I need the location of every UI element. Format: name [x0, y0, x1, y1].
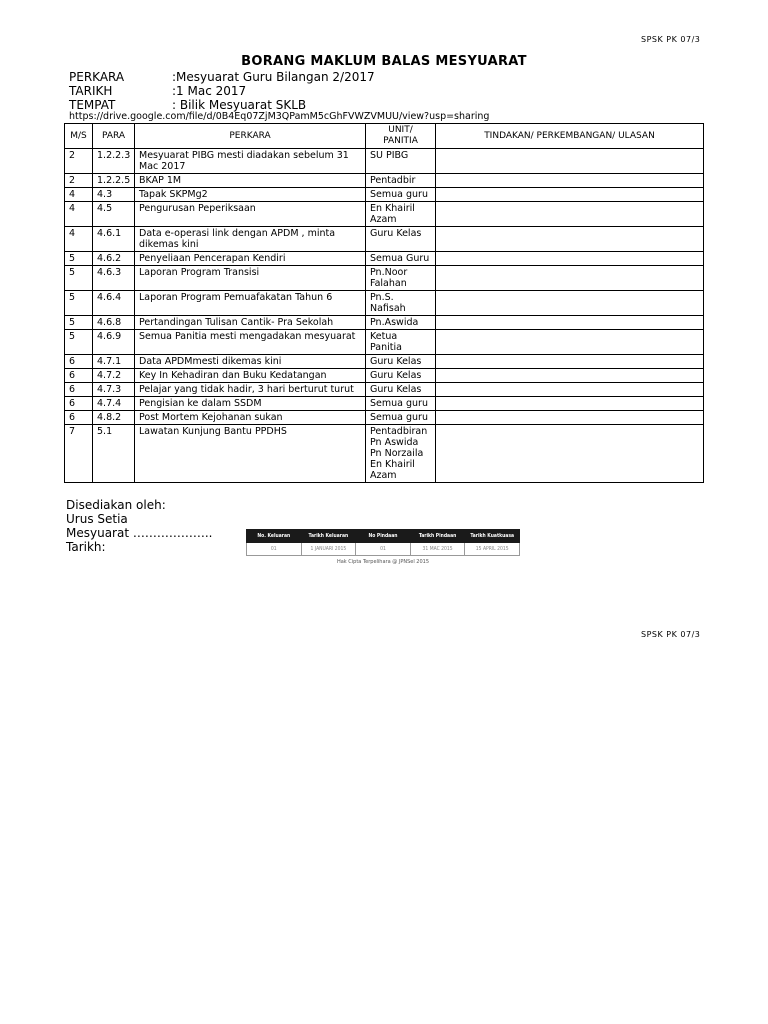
row-tindakan	[436, 369, 704, 383]
row-unit: Ketua Panitia	[366, 330, 436, 355]
header-tindakan: TINDAKAN/ PERKEMBANGAN/ ULASAN	[436, 124, 704, 149]
row-para: 4.3	[93, 188, 135, 202]
row-para: 4.7.1	[93, 355, 135, 369]
row-ms: 2	[65, 149, 93, 174]
table-row	[65, 330, 704, 355]
row-tindakan	[436, 291, 704, 316]
urus-setia: Urus Setia	[66, 512, 128, 526]
row-unit: SU PIBG	[366, 149, 436, 174]
row-perkara: Data APDMmesti dikemas kini	[135, 355, 366, 369]
doc-info-value: 31 MAC 2015	[410, 543, 465, 556]
row-tindakan	[436, 227, 704, 252]
doc-info-header: Tarikh Pindaan	[410, 530, 465, 543]
perkara-value: :Mesyuarat Guru Bilangan 2/2017	[172, 70, 375, 84]
row-unit: Guru Kelas	[366, 383, 436, 397]
row-para: 4.7.4	[93, 397, 135, 411]
minutes-table	[64, 123, 704, 483]
row-unit: En Khairil Azam	[366, 202, 436, 227]
row-unit: Guru Kelas	[366, 369, 436, 383]
row-tindakan	[436, 266, 704, 291]
table-row	[65, 425, 704, 483]
row-para: 1.2.2.3	[93, 149, 135, 174]
table-row	[65, 266, 704, 291]
row-para: 4.5	[93, 202, 135, 227]
row-perkara: Pelajar yang tidak hadir, 3 hari berturut turut	[135, 383, 366, 397]
table-row	[65, 174, 704, 188]
row-ms: 6	[65, 397, 93, 411]
header-unit: UNIT/ PANITIA	[366, 124, 436, 149]
form-code-top: SPSK PK 07/3	[641, 35, 701, 44]
row-perkara: Post Mortem Kejohanan sukan	[135, 411, 366, 425]
form-code-bottom: SPSK PK 07/3	[641, 630, 701, 639]
row-ms: 5	[65, 252, 93, 266]
row-unit: Guru Kelas	[366, 355, 436, 369]
row-unit: Pn.S. Nafisah	[366, 291, 436, 316]
table-row	[65, 355, 704, 369]
table-row	[65, 397, 704, 411]
document-info-table	[246, 529, 520, 556]
row-ms: 4	[65, 202, 93, 227]
row-perkara: Tapak SKPMg2	[135, 188, 366, 202]
meta-tempat	[69, 98, 306, 112]
doc-info-header-row	[247, 530, 520, 543]
table-row	[65, 411, 704, 425]
row-ms: 5	[65, 316, 93, 330]
row-unit: Pentadbiran Pn Aswida Pn Norzaila En Khairil Azam	[366, 425, 436, 483]
header-ms: M/S	[65, 124, 93, 149]
row-para: 4.6.4	[93, 291, 135, 316]
form-title: BORANG MAKLUM BALAS MESYUARAT	[241, 54, 527, 69]
row-tindakan	[436, 202, 704, 227]
row-tindakan	[436, 383, 704, 397]
row-tindakan	[436, 411, 704, 425]
row-ms: 6	[65, 411, 93, 425]
table-row	[65, 227, 704, 252]
tarikh-value: :1 Mac 2017	[172, 84, 247, 98]
tempat-label: TEMPAT	[69, 98, 116, 112]
row-perkara: Semua Panitia mesti mengadakan mesyuarat	[135, 330, 366, 355]
row-tindakan	[436, 149, 704, 174]
table-row	[65, 369, 704, 383]
row-ms: 2	[65, 174, 93, 188]
row-unit: Guru Kelas	[366, 227, 436, 252]
row-perkara: Laporan Program Transisi	[135, 266, 366, 291]
row-perkara: Laporan Program Pemuafakatan Tahun 6	[135, 291, 366, 316]
row-perkara: Penyeliaan Pencerapan Kendiri	[135, 252, 366, 266]
row-tindakan	[436, 174, 704, 188]
table-row	[65, 252, 704, 266]
tarikh-label: TARIKH	[69, 84, 113, 98]
row-tindakan	[436, 397, 704, 411]
row-para: 5.1	[93, 425, 135, 483]
row-para: 4.8.2	[93, 411, 135, 425]
table-row	[65, 202, 704, 227]
row-para: 4.6.1	[93, 227, 135, 252]
table-body	[65, 149, 704, 483]
row-para: 4.6.8	[93, 316, 135, 330]
row-ms: 5	[65, 266, 93, 291]
prepared-by: Disediakan oleh:	[66, 498, 166, 512]
row-perkara: Pengisian ke dalam SSDM	[135, 397, 366, 411]
row-unit: Pn.Aswida	[366, 316, 436, 330]
row-para: 4.6.9	[93, 330, 135, 355]
header-perkara: PERKARA	[135, 124, 366, 149]
row-perkara: Pertandingan Tulisan Cantik- Pra Sekolah	[135, 316, 366, 330]
row-tindakan	[436, 188, 704, 202]
doc-info-header: Tarikh Keluaran	[301, 530, 356, 543]
row-unit: Semua guru	[366, 397, 436, 411]
doc-info-value: 15 APRIL 2015	[465, 543, 520, 556]
row-ms: 5	[65, 291, 93, 316]
doc-info-value: 1 JANUARI 2015	[301, 543, 356, 556]
meta-tarikh	[69, 84, 246, 98]
row-tindakan	[436, 316, 704, 330]
doc-info-value: 01	[247, 543, 302, 556]
row-unit: Semua guru	[366, 188, 436, 202]
table-row	[65, 188, 704, 202]
row-tindakan	[436, 330, 704, 355]
row-para: 4.6.2	[93, 252, 135, 266]
row-unit: Semua Guru	[366, 252, 436, 266]
table-row	[65, 149, 704, 174]
table-row	[65, 316, 704, 330]
row-perkara: Key In Kehadiran dan Buku Kedatangan	[135, 369, 366, 383]
doc-info-value-row	[247, 543, 520, 556]
tarikh-line: Tarikh:	[66, 540, 106, 554]
row-perkara: Mesyuarat PIBG mesti diadakan sebelum 31 Mac 2017	[135, 149, 366, 174]
row-ms: 6	[65, 383, 93, 397]
row-para: 4.6.3	[93, 266, 135, 291]
row-unit: Semua guru	[366, 411, 436, 425]
meta-perkara	[69, 70, 375, 84]
table-row	[65, 383, 704, 397]
drive-link[interactable]: https://drive.google.com/file/d/0B4Eq07ZjM3QPamM5cGhFVWZVMUU/view?usp=sharing	[69, 111, 490, 122]
row-para: 1.2.2.5	[93, 174, 135, 188]
row-perkara: Lawatan Kunjung Bantu PPDHS	[135, 425, 366, 483]
copyright-notice: Hak Cipta Terpelihara @ JPNSel 2015	[336, 559, 430, 565]
doc-info-header: No. Keluaran	[247, 530, 302, 543]
row-perkara: BKAP 1M	[135, 174, 366, 188]
tempat-value: : Bilik Mesyuarat SKLB	[172, 98, 307, 112]
doc-info-header: No Pindaan	[356, 530, 411, 543]
row-ms: 4	[65, 188, 93, 202]
row-ms: 4	[65, 227, 93, 252]
header-para: PARA	[93, 124, 135, 149]
doc-info-value: 01	[356, 543, 411, 556]
table-row	[65, 291, 704, 316]
row-ms: 7	[65, 425, 93, 483]
row-para: 4.7.3	[93, 383, 135, 397]
row-unit: Pn.Noor Falahan	[366, 266, 436, 291]
row-ms: 5	[65, 330, 93, 355]
row-tindakan	[436, 252, 704, 266]
row-perkara: Pengurusan Peperiksaan	[135, 202, 366, 227]
row-ms: 6	[65, 369, 93, 383]
table-header-row	[65, 124, 704, 149]
mesyuarat-line: Mesyuarat ………………..	[66, 526, 213, 540]
row-tindakan	[436, 355, 704, 369]
doc-info-header: Tarikh Kuatkuasa	[465, 530, 520, 543]
perkara-label: PERKARA	[69, 70, 125, 84]
row-perkara: Data e-operasi link dengan APDM , minta dikemas kini	[135, 227, 366, 252]
row-para: 4.7.2	[93, 369, 135, 383]
row-unit: Pentadbir	[366, 174, 436, 188]
row-tindakan	[436, 425, 704, 483]
row-ms: 6	[65, 355, 93, 369]
